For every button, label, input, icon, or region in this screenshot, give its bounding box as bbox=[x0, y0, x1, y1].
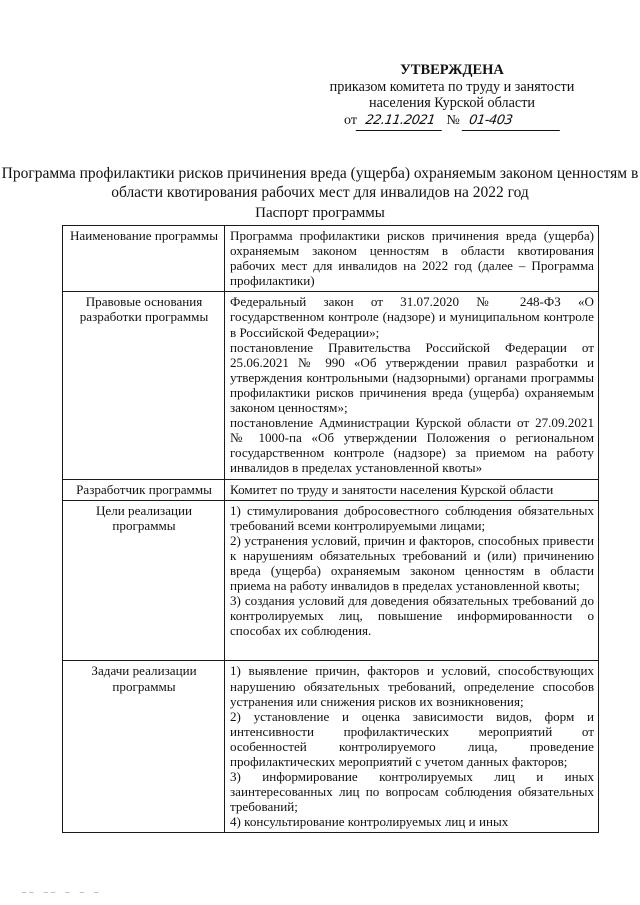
row-content bbox=[225, 292, 599, 479]
approval-stamp bbox=[312, 62, 592, 130]
row-name: Задачи реализации программы bbox=[63, 661, 225, 833]
document-title: Программа профилактики рисков причинения вреда (ущерба) охраняемым законом ценностям в области квотирования рабочих мест для инвалидов на 2022 год bbox=[1, 165, 639, 201]
content-paragraph: 1) выявление причин, факторов и условий, способствующих нарушению обязательных требований, определение способов устранения или снижения рисков их возникновения; bbox=[230, 663, 594, 709]
handwritten-number: 01-403 bbox=[462, 113, 562, 131]
passport-table bbox=[62, 225, 599, 833]
row-name: Разработчик программы bbox=[63, 479, 225, 500]
document-subtitle: Паспорт программы bbox=[255, 205, 385, 221]
content-paragraph: постановление Правительства Российской Федерации от 25.06.2021 № 990 «Об утверждении правил разработки и утверждения контрольными (надзорными) органами программы профилактики рисков причинения вреда (ущерба) охраняемым законом ценностям»; bbox=[230, 339, 594, 416]
content-paragraph: 1) стимулирования добросовестного соблюдения обязательных требований всеми контролируемыми лицами; bbox=[230, 502, 594, 533]
row-name: Цели реализации программы bbox=[63, 500, 225, 661]
table-row bbox=[63, 226, 599, 292]
row-content bbox=[225, 661, 599, 833]
date-prefix: от bbox=[344, 112, 357, 128]
table-row bbox=[63, 292, 599, 479]
content-paragraph: Федеральный закон от 31.07.2020 № 248-ФЗ «О государственном контроле (надзоре) и муниципальном контроле в Российской Федерации»; bbox=[230, 294, 594, 340]
approval-heading: УТВЕРЖДЕНА bbox=[400, 62, 504, 78]
scan-artifact: ▔▔ ▔▔ ▔ ▔ ▔ bbox=[22, 892, 102, 900]
row-name: Правовые основания разработки программы bbox=[63, 292, 225, 479]
row-content bbox=[225, 479, 599, 500]
table-row bbox=[63, 479, 599, 500]
content-paragraph: 3) создания условий для доведения обязательных требований до контролируемых лиц, повышение информированности о способах их соблюдения. bbox=[230, 593, 594, 639]
row-content bbox=[225, 500, 599, 661]
approval-line-2: населения Курской области bbox=[368, 95, 535, 111]
content-paragraph: Комитет по труду и занятости населения Курской области bbox=[230, 481, 554, 497]
approval-line-1: приказом комитета по труду и занятости bbox=[329, 78, 575, 95]
row-name: Наименование программы bbox=[63, 226, 225, 292]
table-row bbox=[63, 661, 599, 833]
handwritten-date: 22.11.2021 bbox=[356, 113, 444, 131]
content-paragraph: 2) установление и оценка зависимости видов, форм и интенсивности профилактических мероприятий от особенностей контролируемого лица, проведение профилактических мероприятий с учетом данных факторов; bbox=[230, 708, 594, 769]
content-paragraph: 3) информирование контролируемых лиц и иных заинтересованных лиц по вопросам соблюдения обязательных требований; bbox=[230, 769, 594, 815]
row-content bbox=[225, 226, 599, 292]
table-row bbox=[63, 500, 599, 661]
number-prefix: № bbox=[446, 112, 460, 128]
content-paragraph: 2) устранения условий, причин и факторов, способных привести к нарушениям обязательных требований и (или) причинению вреда (ущерба) охраняемым законом ценностям в области приема на работу инвалидов в пределах установленной квоты; bbox=[230, 532, 594, 594]
content-paragraph: постановление Администрации Курской области от 27.09.2021 № 1000-па «Об утверждении Положения о региональном государственном контроле (надзоре) за приемом на работу инвалидов в пределах установленной квоты» bbox=[230, 415, 594, 476]
content-paragraph: Программа профилактики рисков причинения вреда (ущерба) охраняемым законом ценностям в области квотирования рабочих мест для инвалидов на 2022 год (далее – Программа профилактики) bbox=[230, 228, 594, 289]
content-paragraph: 4) консультирование контролируемых лиц и иных bbox=[230, 814, 509, 830]
approval-date-line bbox=[312, 113, 592, 131]
